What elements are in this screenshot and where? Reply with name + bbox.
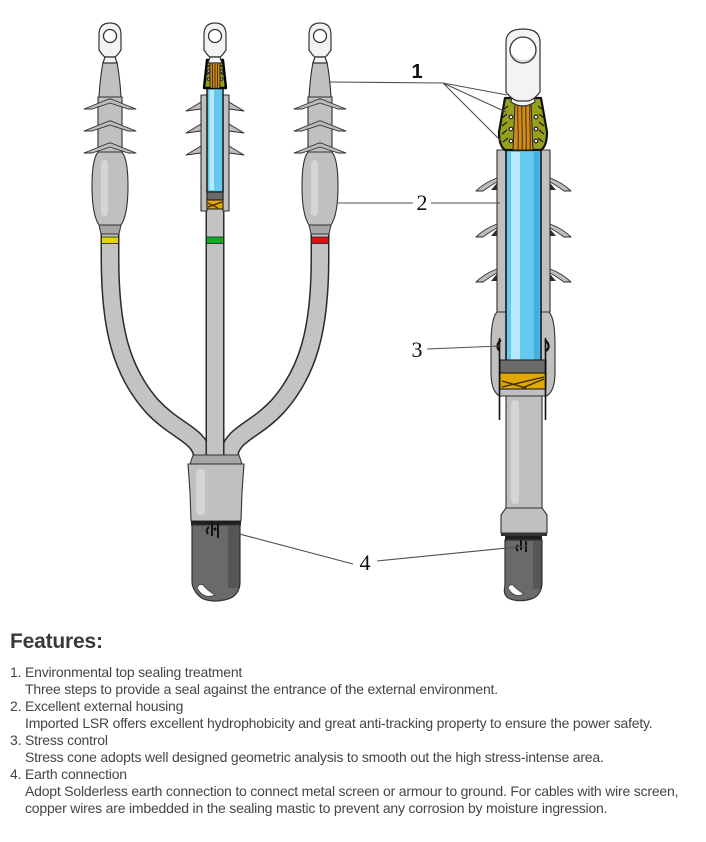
callouts bbox=[228, 61, 527, 575]
callout-2-label: 2 bbox=[416, 190, 428, 215]
feature-description: Three steps to provide a seal against the entrance of the external environment. bbox=[25, 681, 498, 697]
breakout-boot bbox=[188, 455, 244, 521]
feature-title: Excellent external housing bbox=[25, 698, 184, 714]
stress-spiral bbox=[500, 373, 546, 389]
termination-branch-middle-cutaway bbox=[186, 23, 244, 211]
three-core-termination-assembly bbox=[84, 23, 346, 601]
cable-jacket-right bbox=[504, 536, 542, 601]
feature-item-3 bbox=[10, 732, 690, 766]
insulation-core-small bbox=[207, 88, 223, 192]
feature-number: 2. bbox=[10, 698, 22, 714]
feature-title: Stress control bbox=[25, 732, 108, 748]
callout-1-label: 1 bbox=[411, 61, 423, 83]
feature-item-2 bbox=[10, 698, 690, 732]
phase-band-red bbox=[312, 237, 329, 244]
connector-lug bbox=[506, 29, 540, 106]
insulation-core bbox=[506, 150, 541, 363]
lug-bolt-hole bbox=[510, 37, 536, 63]
feature-item-1 bbox=[10, 664, 690, 698]
feature-number: 4. bbox=[10, 766, 22, 782]
conductor-small bbox=[210, 63, 220, 88]
feature-number: 3. bbox=[10, 732, 22, 748]
branch-cables bbox=[110, 209, 320, 464]
semicon-band-small bbox=[207, 192, 223, 200]
feature-title: Environmental top sealing treatment bbox=[25, 664, 243, 680]
feature-title: Earth connection bbox=[25, 766, 127, 782]
stress-spiral-small bbox=[207, 200, 223, 209]
feature-description: Stress cone adopts well designed geometric analysis to smooth out the high stress-intense area. bbox=[25, 749, 604, 765]
callout-4-label: 4 bbox=[359, 550, 371, 575]
feature-item-4 bbox=[10, 766, 690, 817]
features-section bbox=[10, 630, 696, 817]
feature-description: Adopt Solderless earth connection to connect metal screen or armour to ground. For cables with wire screen, copper wires are imbedded in the sealing mastic to prevent any corrosion by moisture ingression. bbox=[25, 783, 679, 816]
callout-2 bbox=[337, 190, 500, 215]
callout-3-label: 3 bbox=[411, 337, 423, 362]
features-heading: Features: bbox=[10, 630, 103, 653]
conductor bbox=[513, 103, 533, 150]
phase-band-green bbox=[207, 237, 224, 244]
termination-branch-left bbox=[84, 23, 136, 234]
callout-1 bbox=[329, 61, 507, 142]
single-core-termination-cutaway bbox=[476, 29, 571, 601]
termination-branch-right bbox=[294, 23, 346, 234]
callout-3 bbox=[412, 337, 501, 362]
callout-4 bbox=[228, 531, 527, 575]
feature-description: Imported LSR offers excellent hydrophobicity and great anti-tracking property to ensure the power safety. bbox=[25, 715, 653, 731]
semicon-band bbox=[500, 360, 546, 373]
feature-number: 1. bbox=[10, 664, 22, 680]
lower-collar bbox=[501, 508, 547, 533]
phase-band-yellow bbox=[102, 237, 119, 244]
